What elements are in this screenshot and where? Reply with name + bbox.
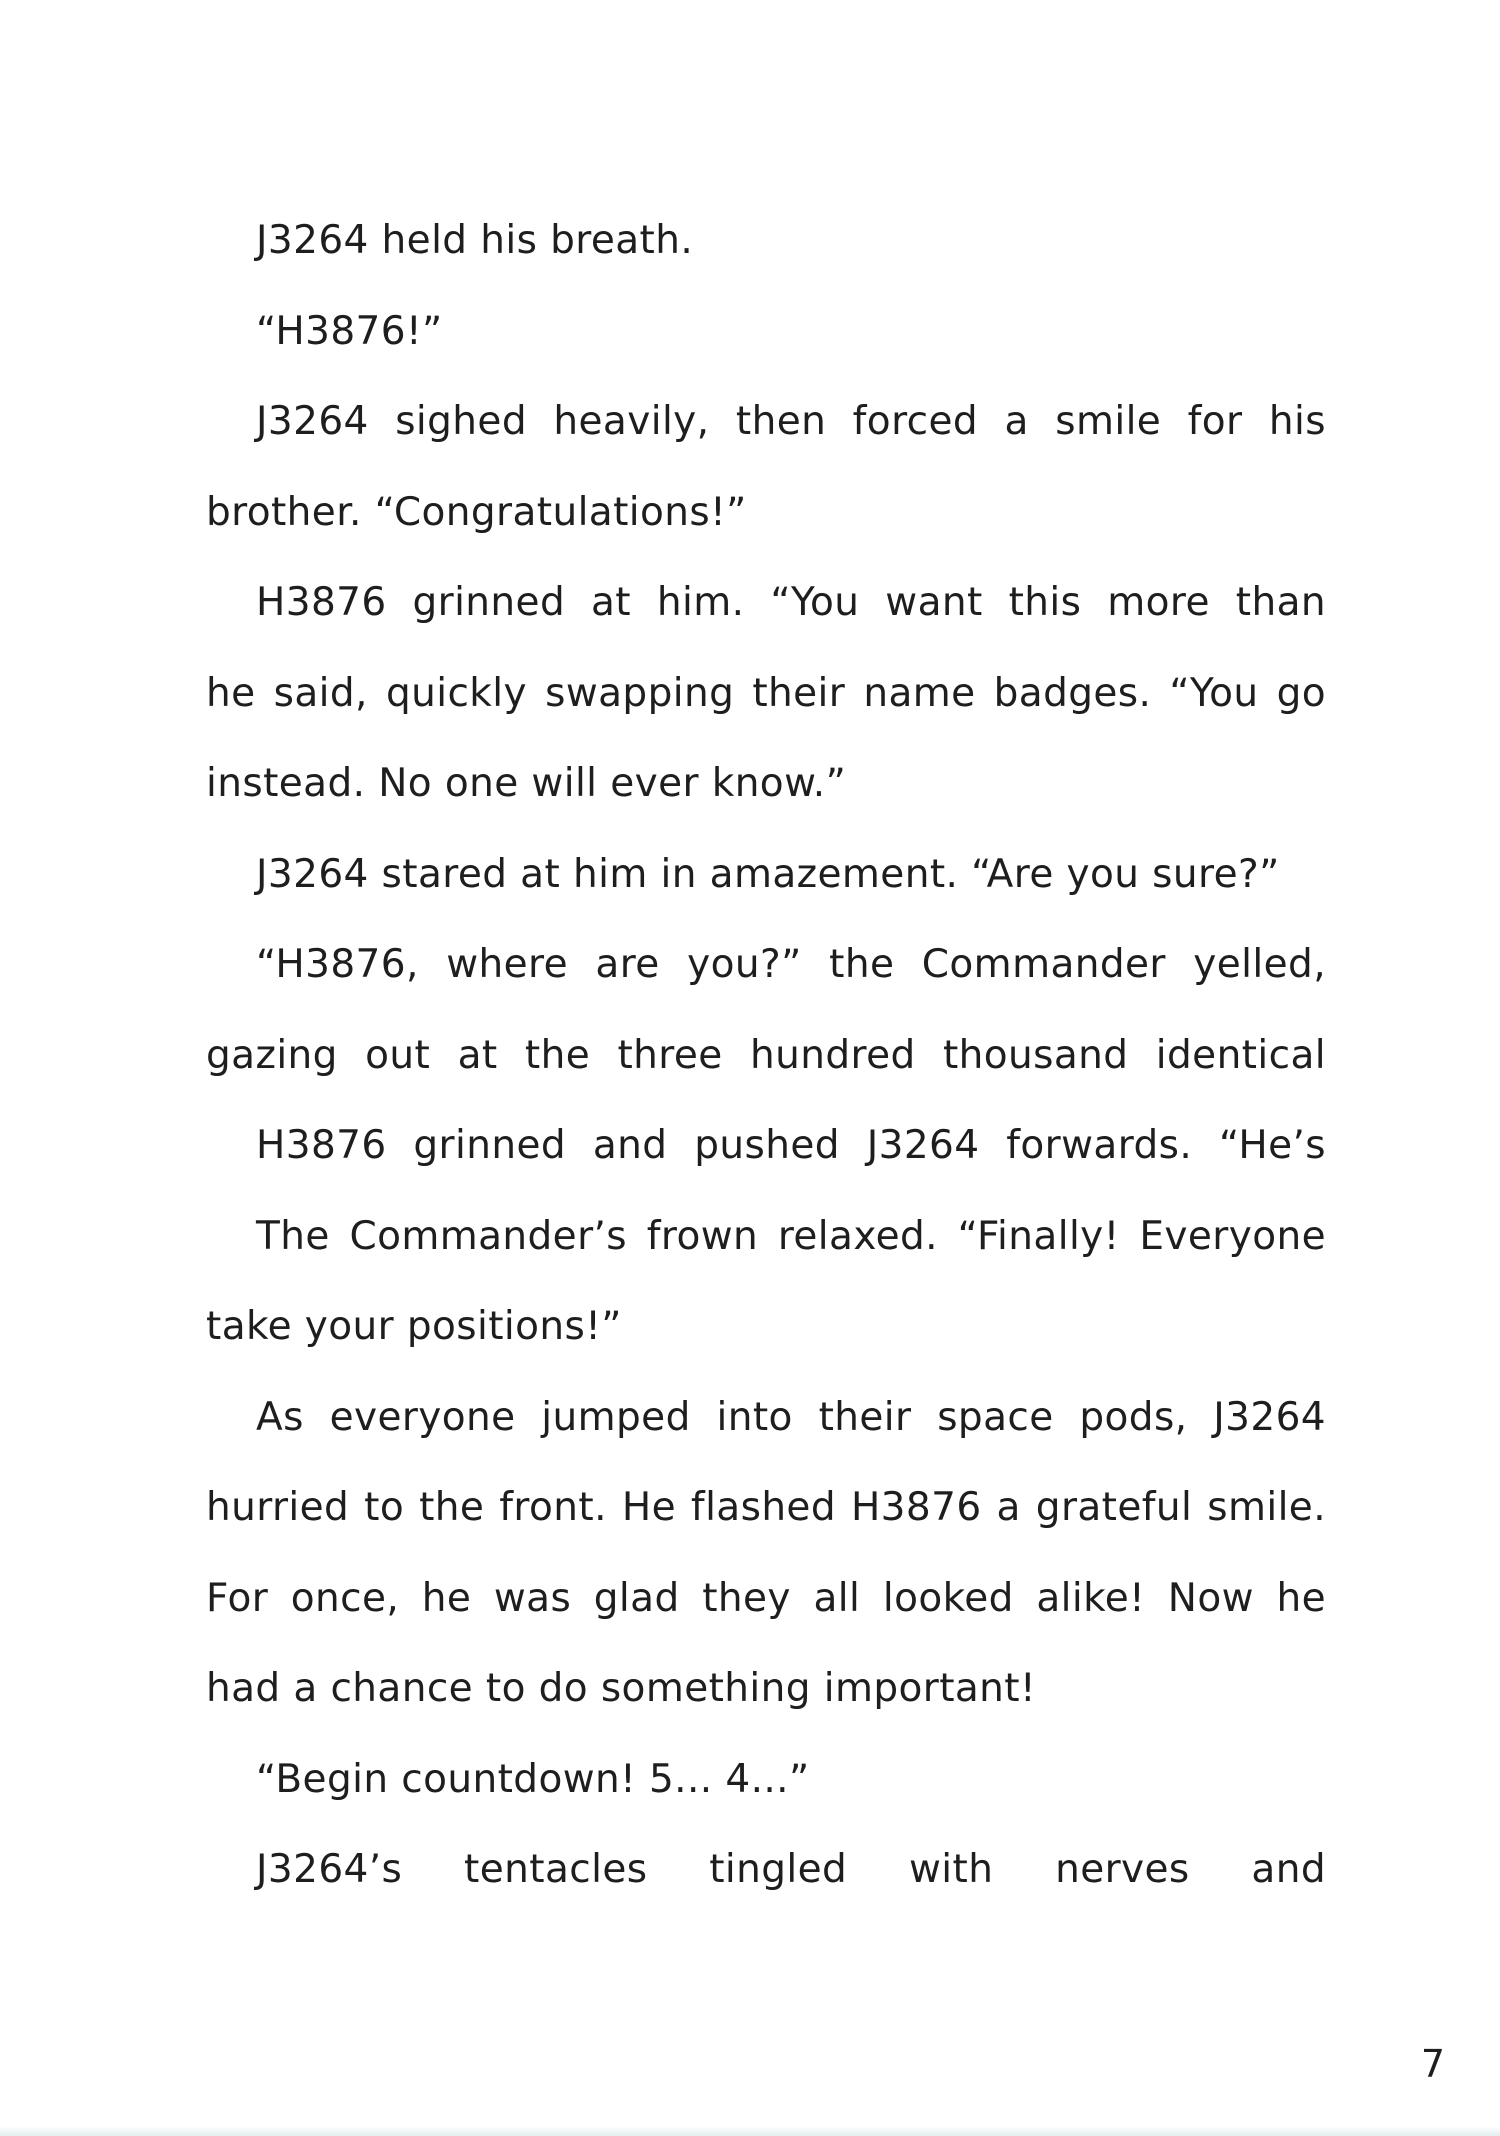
text-line: The Commander’s frown relaxed. “Finally! Everyone — [256, 1213, 1326, 1259]
text-line: brother. “Congratulations!” — [206, 489, 747, 535]
story-text — [206, 196, 1326, 1916]
text-line: hurried to the front. He flashed H3876 a grateful smile. — [206, 1485, 1326, 1530]
text-line: As everyone jumped into their space pods, J3264 — [256, 1394, 1326, 1440]
scan-edge — [0, 2126, 1500, 2136]
text-line: take your positions!” — [206, 1304, 622, 1349]
text-line: J3264’s tentacles tingled with nerves and — [256, 1847, 1326, 1892]
text-line: H3876 grinned and pushed J3264 forwards. “He’s — [256, 1123, 1326, 1168]
text-line: “H3876, where are you?” the Commander yelled, — [256, 942, 1326, 987]
text-line: H3876 grinned at him. “You want this more than — [256, 580, 1326, 625]
text-line: “H3876!” — [256, 308, 443, 354]
text-line: had a chance to do something important! — [206, 1666, 1037, 1711]
text-line: gazing out at the three hundred thousand identical — [206, 1032, 1326, 1078]
text-line: For once, he was glad they all looked alike! Now he — [206, 1575, 1326, 1621]
text-line: “Begin countdown! 5... 4...” — [256, 1756, 810, 1802]
text-line: J3264 stared at him in amazement. “Are you sure?” — [256, 851, 1280, 897]
page-number: 7 — [1420, 2042, 1445, 2086]
text-line: he said, quickly swapping their name badges. “You go — [206, 670, 1326, 716]
text-line: J3264 held his breath. — [256, 218, 694, 263]
text-line: instead. No one will ever know.” — [206, 761, 847, 806]
text-line: J3264 sighed heavily, then forced a smile for his — [256, 399, 1326, 444]
